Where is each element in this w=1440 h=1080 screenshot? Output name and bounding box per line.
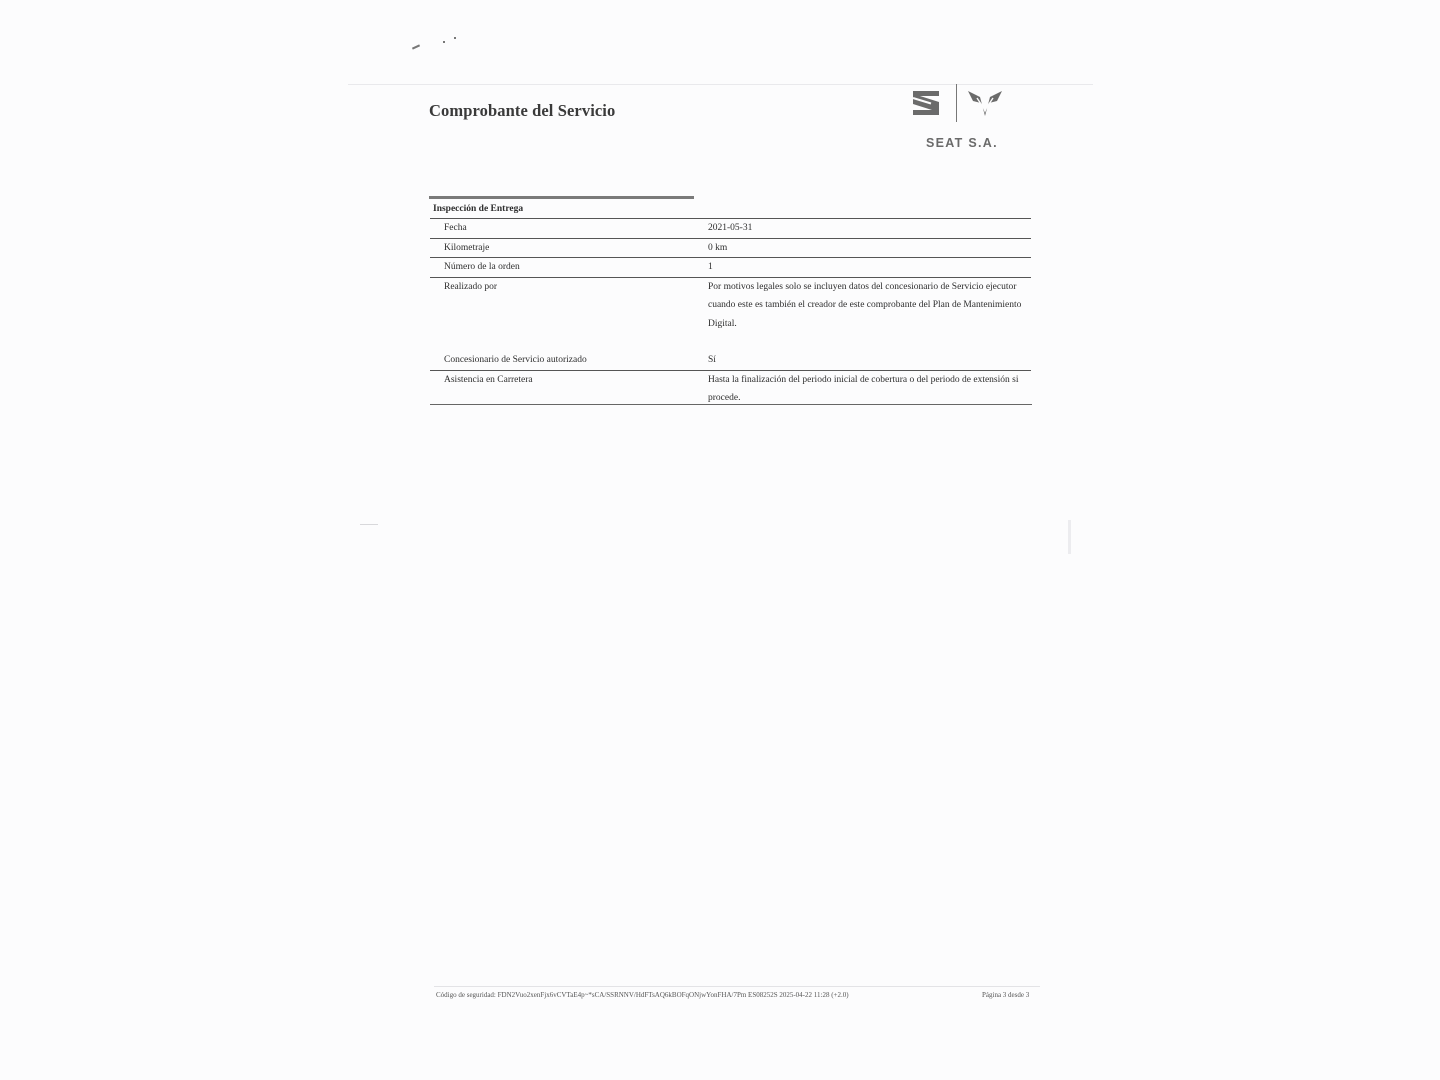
footer-rule bbox=[434, 986, 1040, 987]
logo-divider bbox=[956, 84, 957, 122]
security-code: Código de seguridad: FDN2Vuo2xenFjx6vCVTaE4p~*sCA/SSRNNV/HdFTsAQ6kBOFqONjwYonFHA/7Pm ES08252S 2025-04-22 11:28 (+2.0) bbox=[436, 991, 849, 999]
scan-mark bbox=[360, 524, 378, 525]
scan-speck bbox=[454, 37, 456, 39]
table-row bbox=[430, 258, 1031, 278]
row-label: Kilometraje bbox=[444, 242, 490, 253]
table-row bbox=[430, 219, 1031, 239]
table-row bbox=[430, 351, 1031, 371]
cupra-logo-icon bbox=[967, 89, 1003, 117]
row-label: Asistencia en Carretera bbox=[444, 374, 533, 385]
scan-speck bbox=[443, 41, 445, 43]
brand-logo bbox=[905, 82, 1015, 152]
scan-speck bbox=[412, 44, 420, 49]
inspection-table bbox=[430, 200, 1031, 408]
row-label: Fecha bbox=[444, 223, 467, 233]
section-heading: Inspección de Entrega bbox=[430, 200, 1031, 219]
scan-mark bbox=[1068, 520, 1071, 554]
table-bottom-rule bbox=[430, 404, 1032, 405]
row-label: Número de la orden bbox=[444, 262, 520, 272]
table-row bbox=[430, 371, 1031, 408]
brand-logo-text: SEAT S.A. bbox=[926, 136, 998, 150]
row-spacer bbox=[430, 333, 1031, 351]
table-row bbox=[430, 278, 1031, 334]
row-value: 0 km bbox=[708, 242, 728, 253]
section-accent-bar bbox=[429, 196, 694, 199]
seat-logo-icon bbox=[911, 90, 941, 116]
row-value: Sí bbox=[708, 355, 716, 365]
row-value: 1 bbox=[708, 262, 713, 272]
page-number: Página 3 desde 3 bbox=[982, 991, 1030, 999]
row-value: Hasta la finalización del periodo inicial de cobertura o del periodo de extensión si procede. bbox=[708, 374, 1019, 403]
row-value: 2021-05-31 bbox=[708, 223, 753, 233]
row-value: Por motivos legales solo se incluyen datos del concesionario de Servicio ejecutor cuando este es también el creador de este comprobante del Plan de Mantenimiento Digital. bbox=[708, 281, 1022, 329]
row-label: Concesionario de Servicio autorizado bbox=[444, 355, 587, 365]
row-label: Realizado por bbox=[444, 281, 498, 292]
document-title: Comprobante del Servicio bbox=[429, 101, 616, 120]
table-row bbox=[430, 239, 1031, 259]
